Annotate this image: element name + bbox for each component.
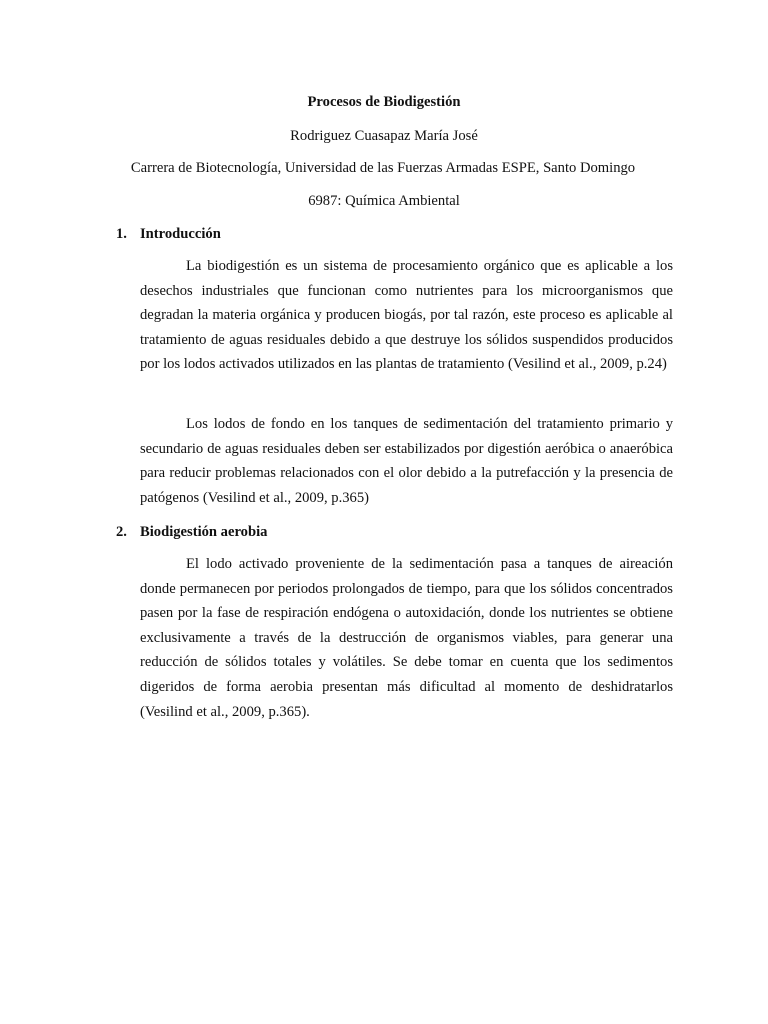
section-heading-introduccion bbox=[116, 224, 221, 244]
author-name: Rodriguez Cuasapaz María José bbox=[290, 128, 478, 144]
course-name: 6987: Química Ambiental bbox=[308, 193, 460, 209]
document-title: Procesos de Biodigestión bbox=[307, 94, 461, 110]
section-number: 1. bbox=[116, 226, 127, 242]
paragraph: El lodo activado proveniente de la sedimentación pasa a tanques de aireación donde permanecen por periodos prolongados de tiempo, para que los sólidos concentrados pasen por la fase de respiración endógena o autoxidación, donde los nutrientes se obtiene exclusivamente a través de la destrucción de organismos viables, para generar una reducción de sólidos totales y volátiles. Se debe tomar en cuenta que los sedimentos digeridos de forma aerobia presentan más dificultad al momento de deshidratarlos (Vesilind et al., 2009, p.365). bbox=[140, 556, 673, 720]
section-title: Introducción bbox=[140, 226, 221, 242]
author-affiliation: Carrera de Biotecnología, Universidad de las Fuerzas Armadas ESPE, Santo Domingo bbox=[130, 160, 636, 176]
section-heading-biodigestion-aerobia bbox=[116, 522, 267, 542]
section-number: 2. bbox=[116, 524, 127, 540]
paragraph: La biodigestión es un sistema de procesamiento orgánico que es aplicable a los desechos industriales que funcionan como nutrientes para los microorganismos que degradan la materia orgánica y producen biogás, por tal razón, este proceso es aplicable al tratamiento de aguas residuales debido a que destruye los sólidos suspendidos producidos por los lodos activados utilizados en las plantas de tratamiento (Vesilind et al., 2009, p.24) bbox=[140, 258, 673, 373]
paragraph: Los lodos de fondo en los tanques de sedimentación del tratamiento primario y secundario de aguas residuales deben ser estabilizados por digestión aeróbica o anaeróbica para reducir problemas relacionados con el olor debido a la putrefacción y la presencia de patógenos (Vesilind et al., 2009, p.365) bbox=[140, 416, 673, 506]
section-title: Biodigestión aerobia bbox=[140, 524, 268, 540]
